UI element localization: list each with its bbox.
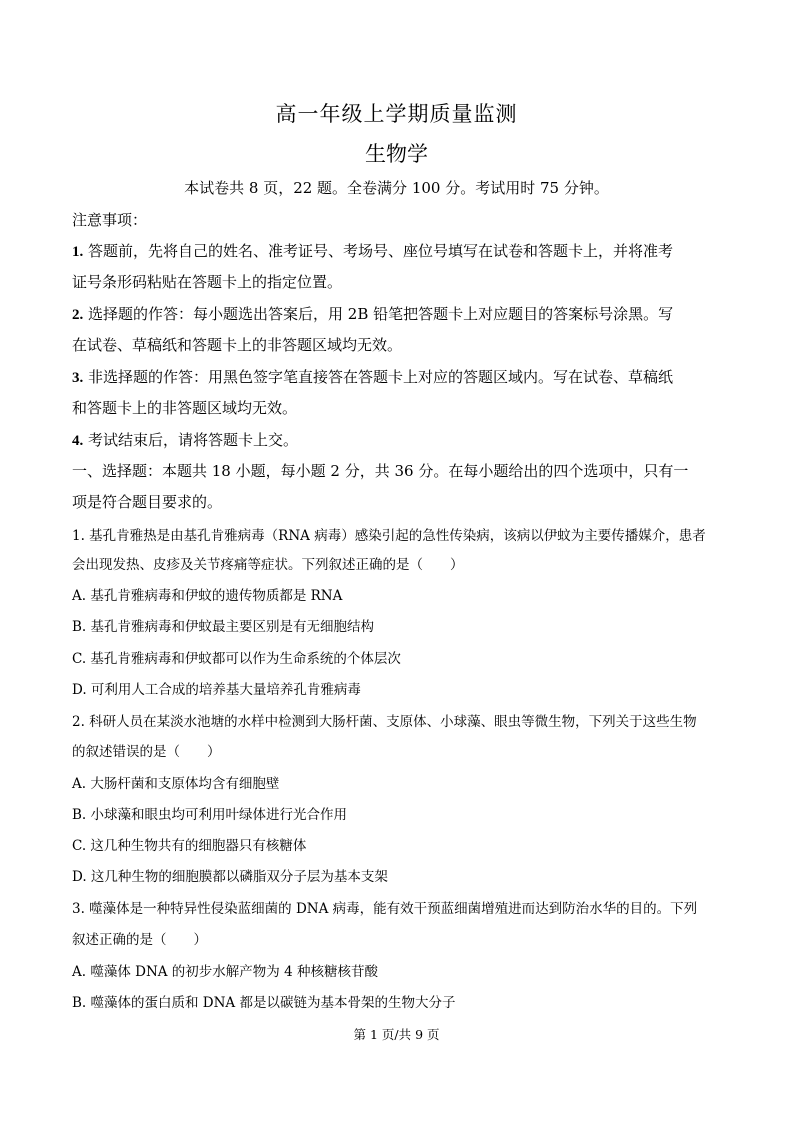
notice-heading: 注意事项： — [72, 211, 148, 229]
question-2-stem-line-2: 的叙述错误的是（ ） — [72, 744, 221, 760]
question-2-option-a: A. 大肠杆菌和支原体均含有细胞壁 — [72, 776, 280, 792]
notice-item-4-line-1: 4. 考试结束后，请将答题卡上交。 — [72, 431, 299, 449]
notice-item-2-line-2: 在试卷、草稿纸和答题卡上的非答题区域均无效。 — [72, 336, 403, 354]
question-3-option-a: A. 噬藻体 DNA 的初步水解产物为 4 种核糖核苷酸 — [72, 964, 378, 980]
question-2-stem-line-1: 2. 科研人员在某淡水池塘的水样中检测到大肠杆菌、支原体、小球藻、眼虫等微生物，下列关于这些生物 — [72, 714, 697, 730]
question-3-option-b: B. 噬藻体的蛋白质和 DNA 都是以碳链为基本骨架的生物大分子 — [72, 995, 456, 1011]
section-heading-line-1: 一、选择题：本题共 18 小题，每小题 2 分，共 36 分。在每小题给出的四个选项中，只有一 — [72, 462, 689, 480]
notice-item-3-line-2: 和答题卡上的非答题区域均无效。 — [72, 399, 298, 417]
question-2-option-d: D. 这几种生物的细胞膜都以磷脂双分子层为基本支架 — [72, 869, 388, 885]
question-1-option-d: D. 可利用人工合成的培养基大量培养孔肯雅病毒 — [72, 682, 361, 698]
question-3-stem-line-1: 3. 噬藻体是一种特异性侵染蓝细菌的 DNA 病毒，能有效干预蓝细菌增殖进而达到防治水华的目的。下列 — [72, 901, 698, 917]
notice-item-2-line-1: 2. 选择题的作答：每小题选出答案后，用 2B 铅笔把答题卡上对应题目的答案标号涂黑。写 — [72, 305, 674, 323]
question-1-option-b: B. 基孔肯雅病毒和伊蚊最主要区别是有无细胞结构 — [72, 619, 375, 635]
question-1-stem-line-1: 1. 基孔肯雅热是由基孔肯雅病毒（RNA 病毒）感染引起的急性传染病，该病以伊蚊为主要传播媒介，患者 — [72, 528, 706, 544]
page-footer: 第 1 页/共 9 页 — [353, 1027, 440, 1042]
notice-item-1-line-2: 证号条形码粘贴在答题卡上的指定位置。 — [72, 273, 343, 291]
subject-title: 生物学 — [365, 142, 428, 166]
question-1-option-a: A. 基孔肯雅病毒和伊蚊的遗传物质都是 RNA — [72, 588, 343, 604]
notice-item-1-line-1: 1. 答题前，先将自己的姓名、准考证号、考场号、座位号填写在试卷和答题卡上，并将准考 — [72, 242, 674, 260]
question-2-option-b: B. 小球藻和眼虫均可利用叶绿体进行光合作用 — [72, 807, 348, 823]
exam-title: 高一年级上学期质量监测 — [275, 102, 518, 126]
notice-item-3-line-1: 3. 非选择题的作答：用黑色签字笔直接答在答题卡上对应的答题区域内。写在试卷、草稿纸 — [72, 368, 674, 386]
section-heading-line-2: 项是符合题目要求的。 — [72, 493, 223, 511]
question-1-stem-line-2: 会出现发热、皮疹及关节疼痛等症状。下列叙述正确的是（ ） — [72, 557, 464, 573]
question-3-stem-line-2: 叙述正确的是（ ） — [72, 932, 207, 948]
question-1-option-c: C. 基孔肯雅病毒和伊蚊都可以作为生命系统的个体层次 — [72, 651, 401, 667]
question-2-option-c: C. 这几种生物共有的细胞器只有核糖体 — [72, 838, 307, 854]
exam-intro: 本试卷共 8 页，22 题。全卷满分 100 分。考试用时 75 分钟。 — [184, 179, 609, 197]
